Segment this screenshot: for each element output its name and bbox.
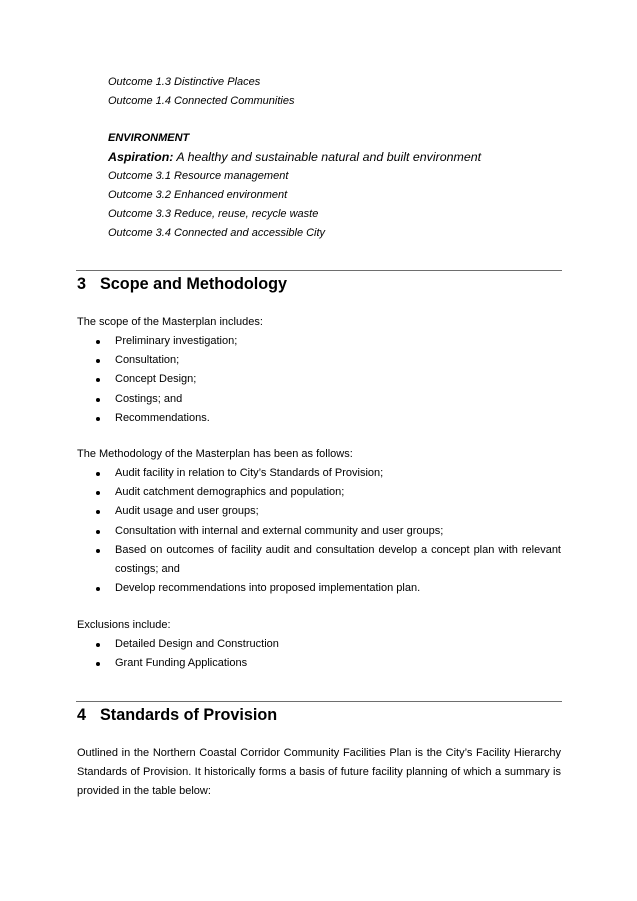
list-item: Based on outcomes of facility audit and consultation develop a concept plan with relevant costings; and	[77, 541, 561, 579]
outcome-line: Outcome 3.3 Reduce, reuse, recycle waste	[108, 208, 319, 220]
aspiration-label: Aspiration:	[108, 150, 174, 164]
section-4-heading	[77, 706, 277, 725]
list-item: Consultation with internal and external community and user groups;	[77, 522, 561, 541]
bullet-icon	[96, 472, 100, 476]
bullet-icon	[96, 417, 100, 421]
list-item: Recommendations.	[77, 409, 561, 428]
exclusions-list	[77, 635, 561, 673]
list-item: Audit usage and user groups;	[77, 502, 561, 521]
bullet-icon	[96, 510, 100, 514]
methodology-intro: The Methodology of the Masterplan has been as follows:	[77, 448, 353, 460]
bullet-icon	[96, 378, 100, 382]
section-divider	[76, 270, 562, 271]
bullet-icon	[96, 643, 100, 647]
bullet-icon	[96, 530, 100, 534]
outcome-line: Outcome 3.1 Resource management	[108, 170, 289, 182]
outcome-line: Outcome 1.3 Distinctive Places	[108, 76, 261, 88]
list-item: Concept Design;	[77, 370, 561, 389]
list-item: Audit catchment demographics and population;	[77, 483, 561, 502]
community-outcomes	[108, 73, 568, 111]
list-item: Preliminary investigation;	[77, 332, 561, 351]
section-divider	[76, 701, 562, 702]
bullet-icon	[96, 549, 100, 553]
aspiration-line	[108, 148, 568, 167]
aspiration-text: A healthy and sustainable natural and built environment	[173, 150, 482, 164]
bullet-icon	[96, 359, 100, 363]
exclusions-intro: Exclusions include:	[77, 619, 171, 631]
scope-intro: The scope of the Masterplan includes:	[77, 316, 263, 328]
bullet-icon	[96, 587, 100, 591]
section-number: 3	[77, 275, 87, 293]
list-item: Costings; and	[77, 390, 561, 409]
list-item: Audit facility in relation to City’s Standards of Provision;	[77, 464, 561, 483]
bullet-icon	[96, 340, 100, 344]
bullet-icon	[96, 662, 100, 666]
section-title: Scope and Methodology	[100, 275, 288, 293]
section-number: 4	[77, 706, 87, 724]
methodology-list	[77, 464, 561, 598]
environment-block	[108, 129, 568, 243]
section-4-body: Outlined in the Northern Coastal Corridor Community Facilities Plan is the City’s Facility Hierarchy Standards of Provision. It historically forms a basis of future facility planning of which a summary is provided in the table below:	[77, 747, 561, 798]
list-item: Detailed Design and Construction	[77, 635, 561, 654]
scope-list	[77, 332, 561, 428]
list-item: Grant Funding Applications	[77, 654, 561, 673]
section-3-heading	[77, 275, 287, 294]
bullet-icon	[96, 491, 100, 495]
environment-heading: ENVIRONMENT	[108, 132, 190, 144]
outcome-line: Outcome 1.4 Connected Communities	[108, 95, 295, 107]
outcome-line: Outcome 3.4 Connected and accessible City	[108, 227, 326, 239]
bullet-icon	[96, 398, 100, 402]
outcome-line: Outcome 3.2 Enhanced environment	[108, 189, 288, 201]
list-item: Consultation;	[77, 351, 561, 370]
list-item: Develop recommendations into proposed implementation plan.	[77, 579, 561, 598]
section-title: Standards of Provision	[100, 706, 278, 724]
